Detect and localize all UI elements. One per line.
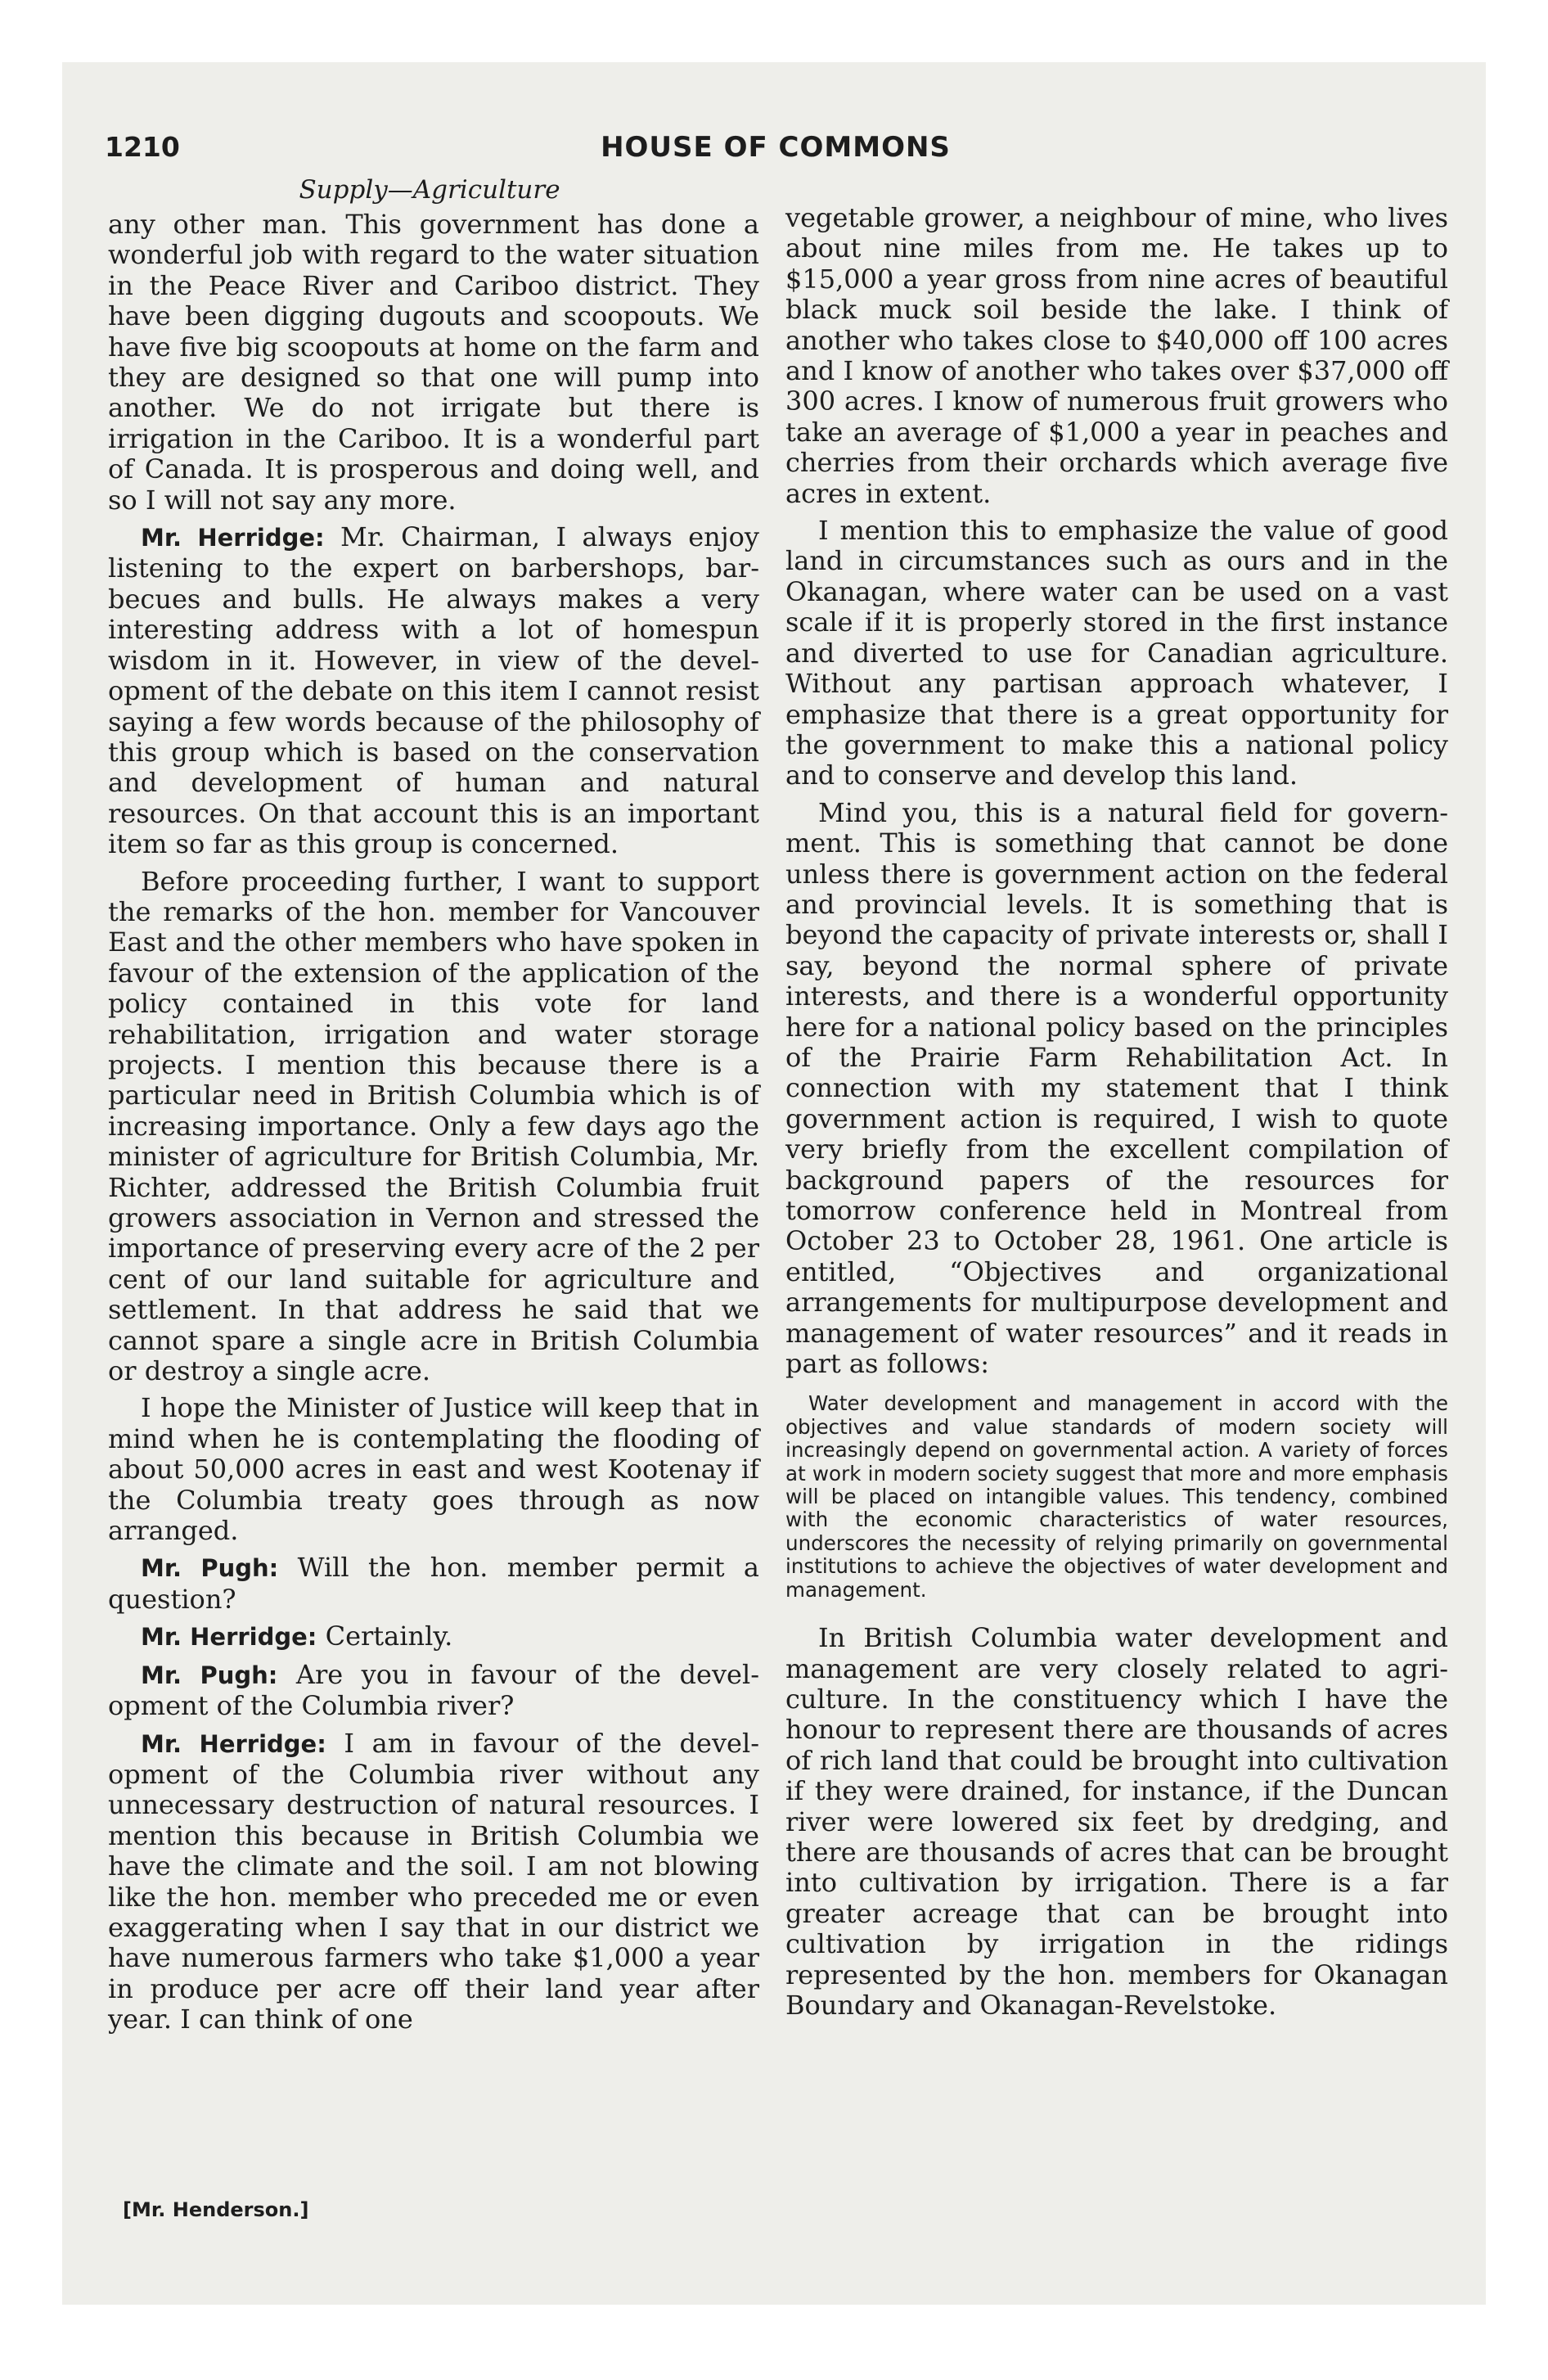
speech-text: I am in favour of the development of the Columbia river without any unnecessary destruction of natural resources. I mention this because in British Columbia we have the climate and the soil. I am not blowing like the hon. member who preceded me or even exaggerating when I say that in our district we have numerous farmers who take $1,000 a year in produce per acre off their land year after year. I can think of one <box>108 1727 760 2035</box>
paragraph: any other man. This government has done a wonderful job with regard to the water situation in the Peace River and Cariboo district. They have been digging dugouts and scoopouts. We have five big scoopouts at home on the farm and they are designed so that one will pump into another. We do not irrigate but there is irrigation in the Cariboo. It is a wonderful part of Canada. It is prosperous and doing well, and so I will not say any more. <box>108 209 759 516</box>
speech-herridge <box>108 1621 759 1652</box>
right-column <box>785 203 1448 2027</box>
section-title: Supply—Agriculture <box>299 175 560 205</box>
speech-text: Are you in favour of the development of the Columbia river? <box>108 1658 760 1722</box>
paragraph: I hope the Minister of Justice will keep that in mind when he is contemplating the flooding of about 50,000 acres in east and west Kootenay if the Columbia treaty goes through as now arranged. <box>108 1392 759 1547</box>
speaker-name: Mr. Herridge: <box>141 1729 326 1758</box>
block-quote: Water development and management in accord with the objectives and value standards of modern society will increasingly depend on governmental action. A variety of forces at work in modern society suggest that more and more emphasis will be placed on intangible values. This tendency, combined with the economic characteristics of water resources, underscores the necessity of relying primarily on governmental institutions to achieve the objectives of water development and management. <box>785 1391 1448 1602</box>
left-column <box>108 210 759 2042</box>
paragraph: I mention this to emphasize the value of good land in circumstances such as ours and in the Okanagan, where water can be used on a vast scale if it is properly stored in the first instance and diverted to use for Canadian agriculture. Without any partisan approach whatever, I emphasize that there is a great opportunity for the government to make this a national policy and to conserve and develop this land. <box>785 515 1448 791</box>
paragraph: vegetable grower, a neighbour of mine, who lives about nine miles from me. He takes up to $15,000 a year gross from nine acres of beautiful black muck soil beside the lake. I think of another who takes close to $40,000 off 100 acres and I know of another who takes over $37,000 off 300 acres. I know of numerous fruit growers who take an average of $1,000 a year in peaches and cherries from their orchards which average five acres in extent. <box>785 202 1448 509</box>
speech-text: Certainly. <box>325 1620 453 1652</box>
page-header <box>105 131 1447 177</box>
speech-text: Will the hon. member permit a question? <box>108 1552 760 1615</box>
header-title: HOUSE OF COMMONS <box>601 131 951 164</box>
page-number: 1210 <box>105 131 180 163</box>
speech-herridge <box>108 1729 759 2035</box>
speech-pugh <box>108 1660 759 1722</box>
speaker-name: Mr. Herridge: <box>141 524 325 552</box>
paragraph: Mind you, this is a natural field for government. This is something that cannot be done unless there is government action on the federal and provincial levels. It is something that is beyond the capacity of private interests or, shall I say, beyond the normal sphere of private interests, and there is a wonderful opportunity here for a national policy based on the principles of the Prairie Farm Rehabilitation Act. In connection with my statement that I think government action is required, I wish to quote very briefly from the excellent compilation of background papers of the resources for tomorrow conference held in Montreal from October 23 to October 28, 1961. One article is entitled, “Objectives and organizational arrangements for multipurpose development and management of water resources” and it reads in part as follows: <box>785 796 1448 1380</box>
speaker-name: Mr. Herridge: <box>141 1623 317 1652</box>
speaker-name: Mr. Pugh: <box>141 1661 278 1689</box>
speech-pugh <box>108 1553 759 1615</box>
speaker-name: Mr. Pugh: <box>141 1554 279 1583</box>
speech-herridge <box>108 522 759 859</box>
paragraph: In British Columbia water development and management are very closely related to agriculture. In the constituency which I have the honour to represent there are thousands of acres of rich land that could be brought into cultivation if they were drained, for instance, if the Duncan river were lowered six feet by dredging, and there are thousands of acres that can be brought into cultivation by irrigation. There is a far greater acreage that can be brought into cultivation by irrigation in the ridings represented by the hon. members for Okanagan Boundary and Okanagan-Revelstoke. <box>785 1622 1448 2021</box>
paragraph: Before proceeding further, I want to support the remarks of the hon. member for Vancouver East and the other members who have spoken in favour of the extension of the application of the policy contained in this vote for land rehabilitation, irrigation and water storage projects. I mention this because there is a particular need in British Columbia which is of increasing importance. Only a few days ago the minister of agriculture for British Columbia, Mr. Richter, addressed the British Columbia fruit growers association in Vernon and stressed the importance of preserving every acre of the 2 per cent of our land suitable for agriculture and settlement. In that address he said that we cannot spare a single acre in British Columbia or destroy a single acre. <box>108 865 759 1387</box>
speech-text: Mr. Chairman, I always enjoy listening to the expert on barbershops, barbecues and bulls. He always makes a very interesting address with a lot of homespun wisdom in it. However, in view of the development of the debate on this item I cannot resist saying a few words because of the philosophy of this group which is based on the conservation and development of human and natural resources. On that account this is an important item so far as this group is concerned. <box>108 521 760 860</box>
speaker-reference: [Mr. Henderson.] <box>123 2198 309 2221</box>
